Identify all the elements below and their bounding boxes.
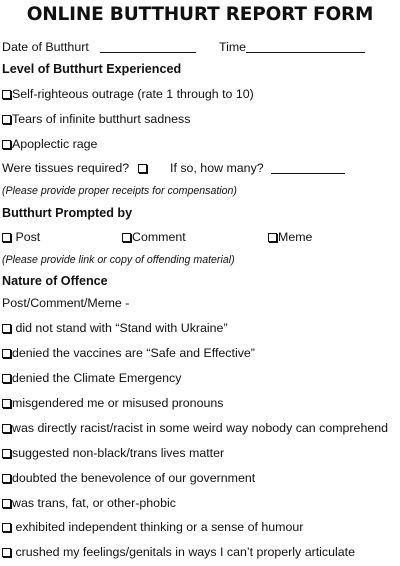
level-option[interactable]: Apoplectic rage <box>2 137 97 152</box>
checkbox-icon[interactable] <box>2 115 11 124</box>
prompted-note: (Please provide link or copy of offending material) <box>2 254 235 266</box>
checkbox-icon[interactable] <box>268 233 277 242</box>
tissues-note: (Please provide proper receipts for compensation) <box>2 185 237 197</box>
prompted-option-post[interactable]: Post <box>2 230 40 245</box>
level-option[interactable]: Self-righteous outrage (rate 1 through to 10) <box>2 87 254 102</box>
offence-item[interactable]: misgendered me or misused pronouns <box>2 396 223 411</box>
checkbox-icon[interactable] <box>2 424 11 433</box>
checkbox-icon[interactable] <box>138 164 147 173</box>
checkbox-icon[interactable] <box>2 523 11 532</box>
nature-heading: Nature of Offence <box>2 274 108 288</box>
time-label: Time <box>219 40 247 54</box>
offence-item[interactable]: was trans, fat, or other-phobic <box>2 496 176 511</box>
tissues-question-row <box>2 161 148 176</box>
checkbox-icon[interactable] <box>2 233 11 242</box>
checkbox-icon[interactable] <box>2 474 11 483</box>
checkbox-icon[interactable] <box>2 399 11 408</box>
time-field[interactable] <box>246 40 365 53</box>
offence-item[interactable]: did not stand with “Stand with Ukraine” <box>2 321 228 336</box>
offence-item[interactable]: crushed my feelings/genitals in ways I can’t properly articulate <box>2 545 355 560</box>
date-row <box>2 40 196 55</box>
tissues-followup-row <box>170 161 345 176</box>
nature-intro: Post/Comment/Meme - <box>2 296 130 310</box>
tissues-followup: If so, how many? <box>170 161 264 175</box>
tissues-count-field[interactable] <box>271 161 345 174</box>
checkbox-icon[interactable] <box>2 374 11 383</box>
level-option[interactable]: Tears of infinite butthurt sadness <box>2 112 190 127</box>
prompted-option-meme[interactable]: Meme <box>268 230 312 245</box>
checkbox-icon[interactable] <box>2 349 11 358</box>
prompted-option-comment[interactable]: Comment <box>122 230 186 245</box>
date-field[interactable] <box>100 40 196 53</box>
checkbox-icon[interactable] <box>2 499 11 508</box>
offence-item[interactable]: exhibited independent thinking or a sense of humour <box>2 520 303 535</box>
offence-item[interactable]: denied the vaccines are “Safe and Effective” <box>2 346 255 361</box>
level-heading: Level of Butthurt Experienced <box>2 62 182 76</box>
date-label: Date of Butthurt <box>2 40 89 54</box>
form-title: ONLINE BUTTHURT REPORT FORM <box>26 4 374 25</box>
checkbox-icon[interactable] <box>2 324 11 333</box>
offence-item[interactable]: doubted the benevolence of our government <box>2 471 255 486</box>
checkbox-icon[interactable] <box>2 548 11 557</box>
offence-item[interactable]: denied the Climate Emergency <box>2 371 181 386</box>
time-row <box>219 40 365 55</box>
checkbox-icon[interactable] <box>122 233 131 242</box>
prompted-heading: Butthurt Prompted by <box>2 206 133 220</box>
tissues-question: Were tissues required? <box>2 161 130 175</box>
offence-item[interactable]: was directly racist/racist in some weird way nobody can comprehend <box>2 421 388 436</box>
offence-item[interactable]: suggested non-black/trans lives matter <box>2 446 224 461</box>
checkbox-icon[interactable] <box>2 140 11 149</box>
checkbox-icon[interactable] <box>2 90 11 99</box>
checkbox-icon[interactable] <box>2 449 11 458</box>
